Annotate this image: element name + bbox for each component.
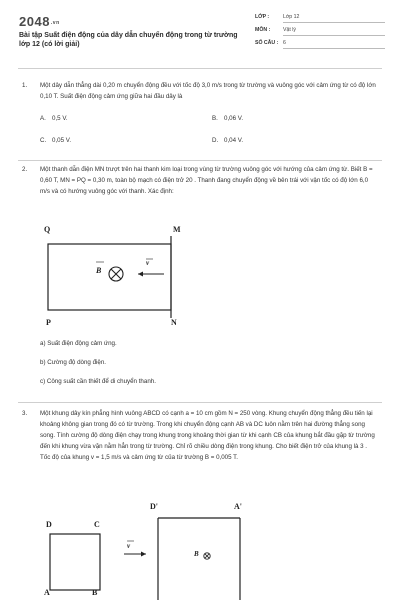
label-a-prime: A' [234,502,242,511]
velocity-arrowhead [141,552,146,557]
logo-text: 2048 [19,14,50,29]
label-b: B [96,266,102,275]
option-text: 0,06 V. [224,115,244,122]
square-loop [50,534,100,590]
frame-diagram [36,500,286,600]
meta-value: 6 [283,40,385,49]
question-text: Một thanh dẫn điện MN trượt trên hai thanh kim loại trong vùng từ trường vuông góc với hướng của cảm ứng từ. Biết B = 0,60 T, MN = PQ = 0,30 m, toàn bộ mạch có điện trở 20 . Thanh đang chuyển động về bên trái với vận tốc có độ lớn 6,0 m/s và có hướng vuông góc với thanh. Xác định: [40,166,373,195]
meta-value: Lớp 12 [283,14,385,23]
option-text: 0,04 V. [224,137,244,144]
meta-row-class [255,14,385,27]
label-b-field: B [194,550,199,558]
label-n: N [171,318,177,327]
option-letter: C. [40,137,47,144]
option-text: 0,5 V. [52,115,68,122]
label-q: Q [44,225,51,234]
meta-key: MÔN : [255,27,271,33]
label-d: D [46,520,52,529]
meta-row-subject [255,27,385,40]
site-logo[interactable] [19,14,60,29]
part-b: b) Cường độ dòng điện. [40,359,106,366]
figure-frame [36,500,286,600]
divider [18,68,382,69]
option-letter: B. [212,115,218,122]
meta-key: LỚP : [255,14,270,20]
option-d[interactable] [212,137,243,144]
label-v: v [146,259,150,267]
page-title: Bài tập Suất điện động của dây dẫn chuyển động trong từ trường lớp 12 (có lời giải) [19,32,238,48]
option-letter: A. [40,115,46,122]
question-number: 3. [22,410,28,417]
label-c: C [94,520,100,529]
figure-rails [40,222,200,332]
label-v: v [127,542,131,550]
label-p: P [46,318,51,327]
question-text: Một khung dây kín phẳng hình vuông ABCD có cạnh a = 10 cm gồm N = 250 vòng. Khung chuyển động thẳng đều tiến lại khoảng không gian trong đó có từ trường. Trong khi chuyển động cạnh AB và DC luôn nằm trên hai đường thẳng song song. Tính cường độ dòng điện chạy trong khung trong khoảng thời gian từ khi cạnh CB của khung bắt đầu gặp từ trường đến khi khung vừa vặn nằm hẳn trong từ trường. Chỉ rõ chiều dòng điện trong khung. Cho biết điện trở của khung là 3 . Tốc độ của khung v = 1,5 m/s và cảm ứng từ của từ trường B = 0,005 T. [40,410,375,461]
question-number: 1. [22,82,28,89]
divider [18,160,382,161]
label-d-prime: D' [150,502,158,511]
option-letter: D. [212,137,219,144]
part-a: a) Suất điện động cảm ứng. [40,340,117,347]
option-b[interactable] [212,115,243,122]
page-header [0,0,400,62]
velocity-arrowhead [138,272,143,277]
rails-diagram [40,222,200,332]
option-text: 0,05 V. [52,137,72,144]
part-c: c) Công suất cần thiết để di chuyển thanh. [40,378,156,385]
option-a[interactable] [40,115,68,122]
option-c[interactable] [40,137,71,144]
label-m: M [173,225,181,234]
meta-value: Vật lý [283,27,385,36]
logo-suffix: .vn [50,19,60,26]
question-text: Một dây dẫn thẳng dài 0,20 m chuyển động đều với tốc độ 3,0 m/s trong từ trường và vuông góc với cảm ứng từ có độ lớn 0,10 T. Suất điện động cảm ứng giữa hai đầu dây là [40,82,376,100]
label-a: A [44,588,50,597]
meta-row-count [255,40,385,53]
question-number: 2. [22,166,28,173]
meta-info [255,14,385,53]
divider [18,402,382,403]
label-b: B [92,588,98,597]
meta-key: SỐ CÂU : [255,40,279,46]
